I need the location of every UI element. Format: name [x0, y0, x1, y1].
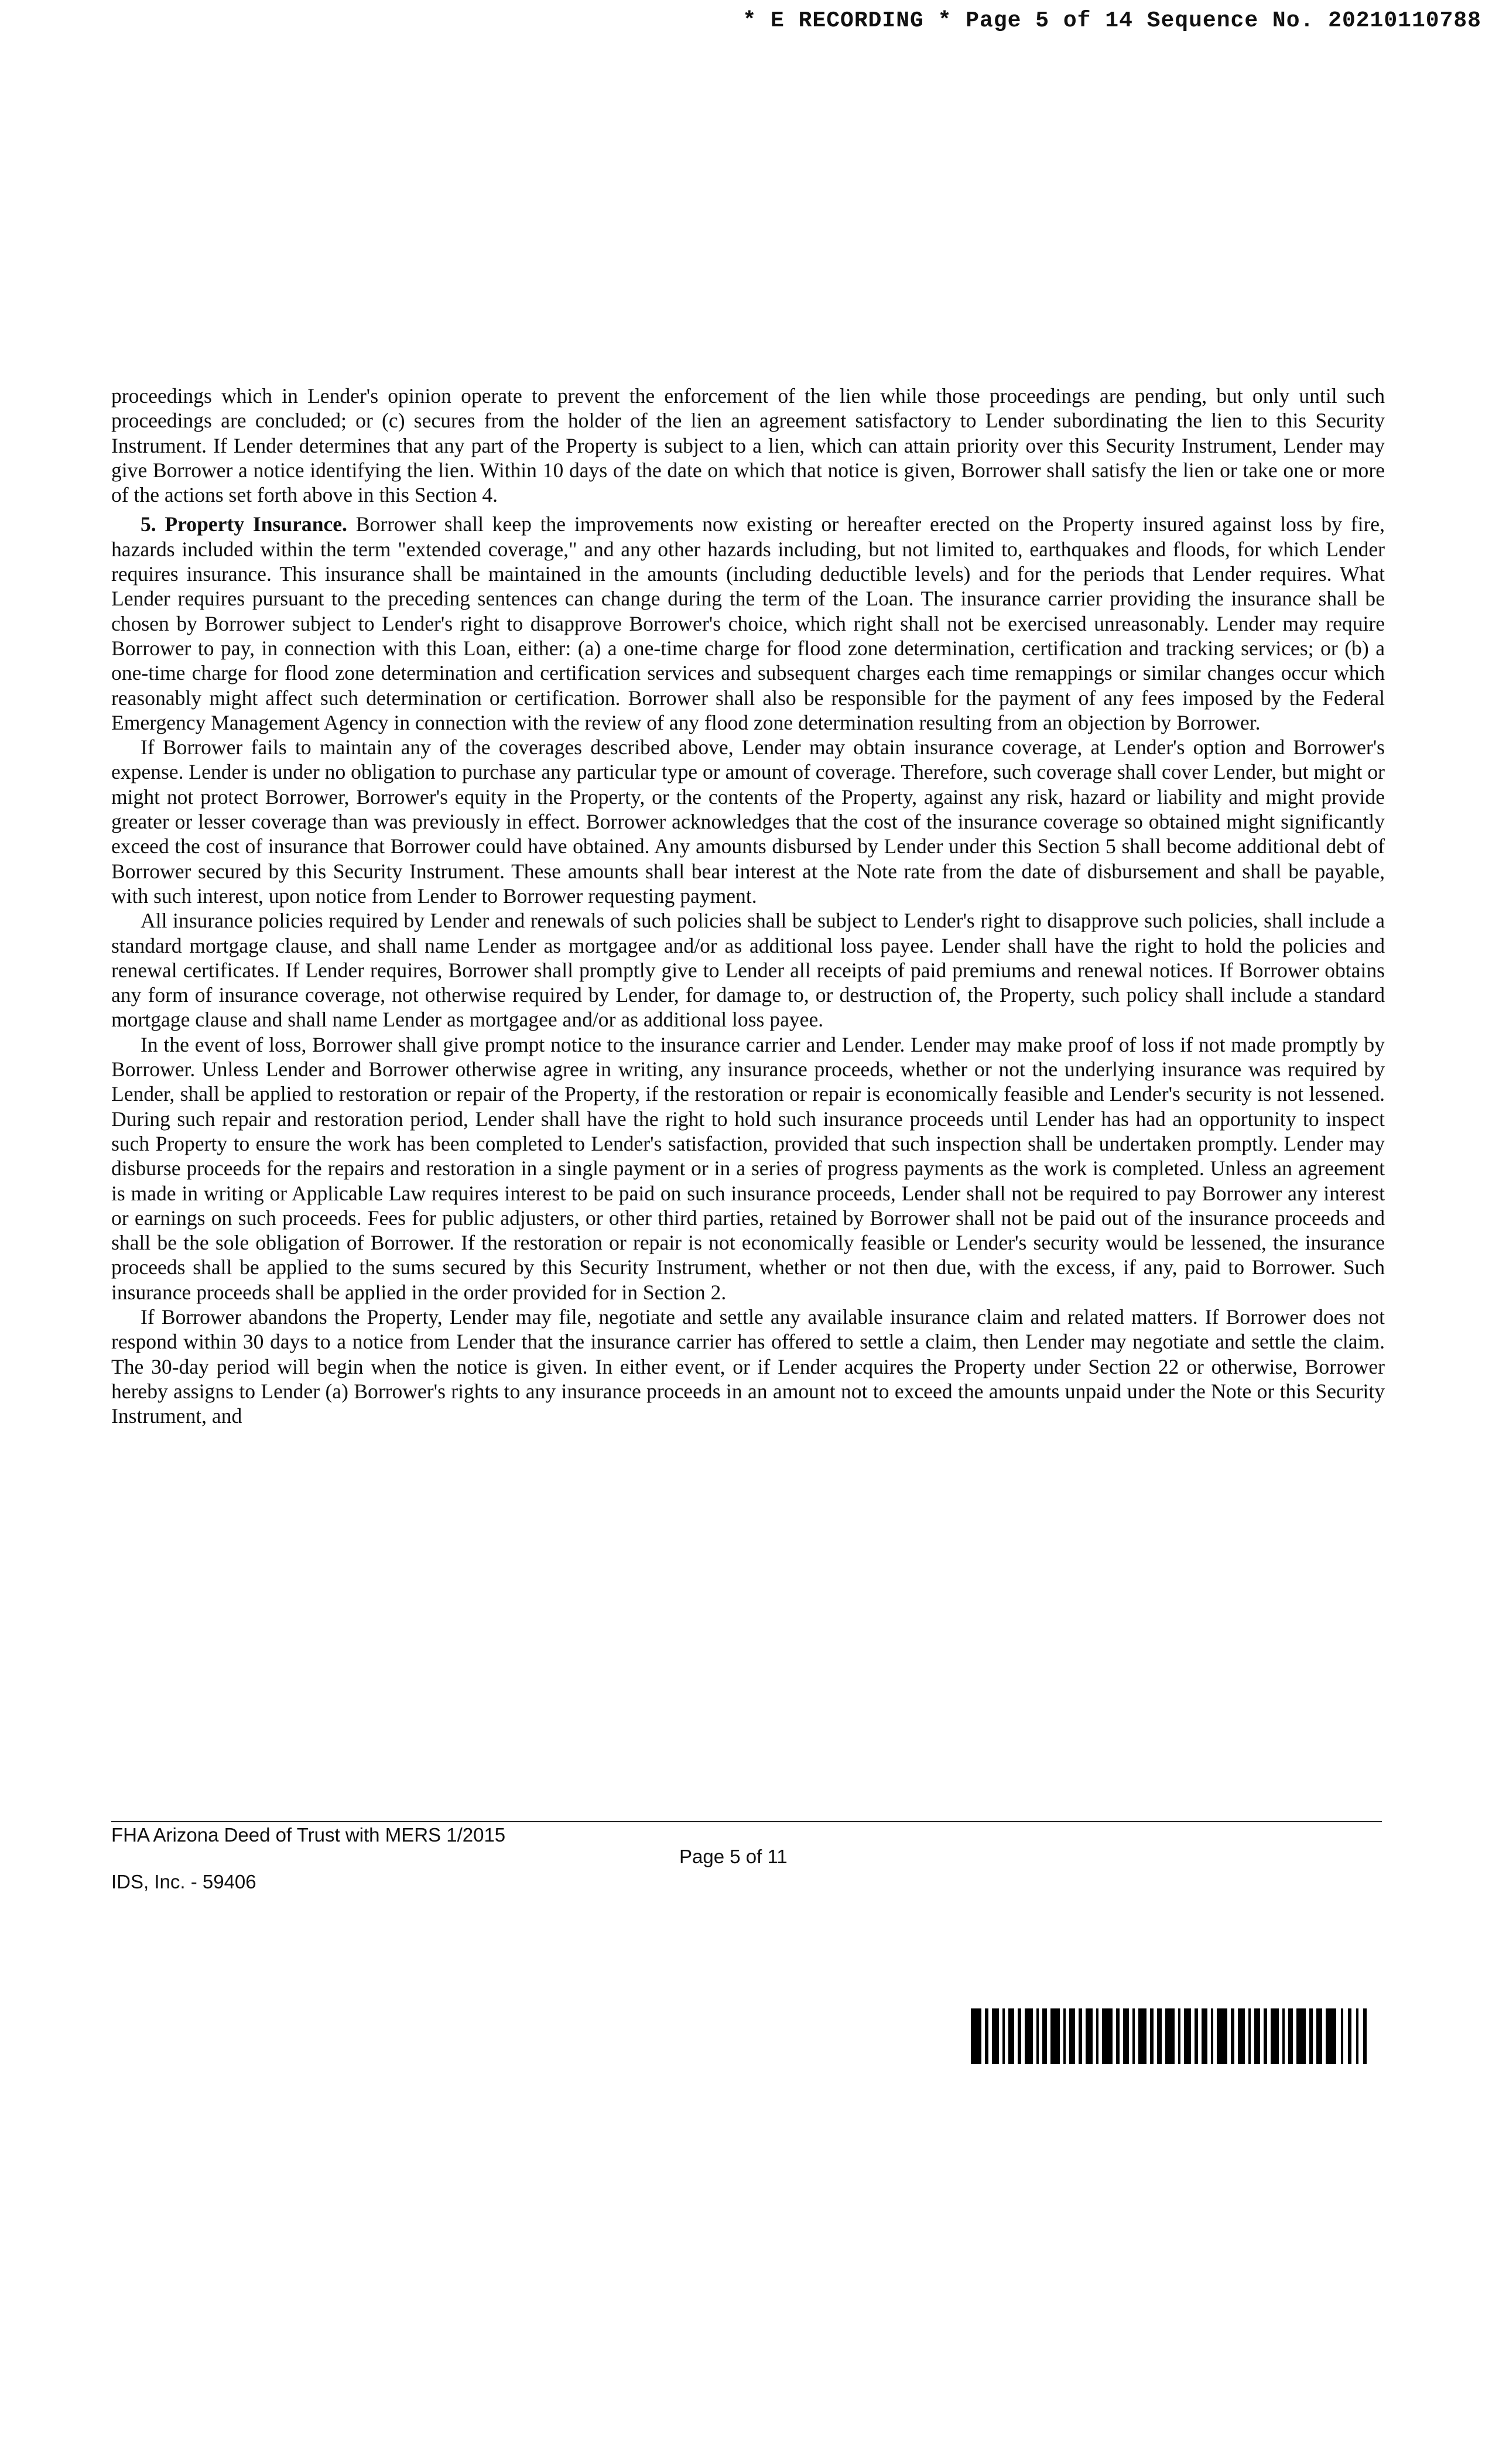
- paragraph-insurance-policies: All insurance policies required by Lender and renewals of such policies shall be subject to Lender's right to disapprove such policies, shall include a standard mortgage clause, and shall name Lender as mortgagee and/or as additional loss payee. Lender shall have the right to hold the policies and renewal certificates. If Lender requires, Borrower shall promptly give to Lender all receipts of paid premiums and renewal notices. If Borrower obtains any form of insurance coverage, not otherwise required by Lender, for damage to, or destruction of, the Property, such policy shall include a standard mortgage clause and shall name Lender as mortgagee and/or as additional loss payee.: [111, 909, 1385, 1032]
- section-5-text: Borrower shall keep the improvements now existing or hereafter erected on the Property insured against loss by fire, hazards included within the term "extended coverage," and any other hazards including, but not limited to, earthquakes and floods, for which Lender requires insurance. This insurance shall be maintained in the amounts (including deductible levels) and for the periods that Lender requires. What Lender requires pursuant to the preceding sentences can change during the term of the Loan. The insurance carrier providing the insurance shall be chosen by Borrower subject to Lender's right to disapprove Borrower's choice, which right shall not be exercised unreasonably. Lender may require Borrower to pay, in connection with this Loan, either: (a) a one-time charge for flood zone determination, certification and tracking services; or (b) a one-time charge for flood zone determination and certification services and subsequent charges each time remappings or similar changes occur which reasonably might affect such determination or certification. Borrower shall also be responsible for the payment of any fees imposed by the Federal Emergency Management Agency in connection with the review of any flood zone determination resulting from an objection by Borrower.: [111, 512, 1385, 734]
- footer-page-number: Page 5 of 11: [679, 1846, 788, 1867]
- paragraph-event-of-loss: In the event of loss, Borrower shall give prompt notice to the insurance carrier and Lender. Lender may make proof of loss if not made promptly by Borrower. Unless Lender and Borrower otherwise agree in writing, any insurance proceeds, whether or not the underlying insurance was required by Lender, shall be applied to restoration or repair of the Property, if the restoration or repair is economically feasible and Lender's security is not lessened. During such repair and restoration period, Lender shall have the right to hold such insurance proceeds until Lender has had an opportunity to inspect such Property to ensure the work has been completed to Lender's satisfaction, provided that such inspection shall be undertaken promptly. Lender may disburse proceeds for the repairs and restoration in a single payment or in a series of progress payments as the work is completed. Unless an agreement is made in writing or Applicable Law requires interest to be paid on such insurance proceeds, Lender shall not be required to pay Borrower any interest or earnings on such proceeds. Fees for public adjusters, or other third parties, retained by Borrower shall not be paid out of the insurance proceeds and shall be the sole obligation of Borrower. If the restoration or repair is not economically feasible or Lender's security would be lessened, the insurance proceeds shall be applied to the sums secured by this Security Instrument, whether or not then due, with the excess, if any, paid to Borrower. Such insurance proceeds shall be applied in the order provided for in Section 2.: [111, 1032, 1385, 1304]
- recording-header: * E RECORDING * Page 5 of 14 Sequence No. 20210110788: [742, 8, 1481, 33]
- paragraph-lender-coverage: If Borrower fails to maintain any of the coverages described above, Lender may obtain insurance coverage, at Lender's option and Borrower's expense. Lender is under no obligation to purchase any particular type or amount of coverage. Therefore, such coverage shall cover Lender, but might or might not protect Borrower, Borrower's equity in the Property, or the contents of the Property, against any risk, hazard or liability and might provide greater or lesser coverage than was previously in effect. Borrower acknowledges that the cost of the insurance coverage so obtained might significantly exceed the cost of insurance that Borrower could have obtained. Any amounts disbursed by Lender under this Section 5 shall become additional debt of Borrower secured by this Security Instrument. These amounts shall bear interest at the Note rate from the date of disbursement and shall be payable, with such interest, upon notice from Lender to Borrower requesting payment.: [111, 735, 1385, 908]
- barcode-icon: [971, 2008, 1369, 2064]
- paragraph-section4-continuation: proceedings which in Lender's opinion operate to prevent the enforcement of the lien while those proceedings are pending, but only until such proceedings are concluded; or (c) secures from the holder of the lien an agreement satisfactory to Lender subordinating the lien to this Security Instrument. If Lender determines that any part of the Property is subject to a lien, which can attain priority over this Security Instrument, Lender may give Borrower a notice identifying the lien. Within 10 days of the date on which that notice is given, Borrower shall satisfy the lien or take one or more of the actions set forth above in this Section 4.: [111, 384, 1385, 507]
- section-5-heading: 5. Property Insurance.: [141, 512, 347, 536]
- paragraph-abandonment: If Borrower abandons the Property, Lender may file, negotiate and settle any available insurance claim and related matters. If Borrower does not respond within 30 days to a notice from Lender that the insurance carrier has offered to settle a claim, then Lender may negotiate and settle the claim. The 30-day period will begin when the notice is given. In either event, or if Lender acquires the Property under Section 22 or otherwise, Borrower hereby assigns to Lender (a) Borrower's rights to any insurance proceeds in an amount not to exceed the amounts unpaid under the Note or this Security Instrument, and: [111, 1305, 1385, 1428]
- footer-form-name: FHA Arizona Deed of Trust with MERS 1/2015: [111, 1824, 506, 1846]
- paragraph-section5: [111, 512, 1385, 735]
- document-body: [111, 384, 1385, 1428]
- footer-form-info: [111, 1823, 505, 1894]
- footer-divider: [111, 1821, 1382, 1822]
- footer-vendor: IDS, Inc. - 59406: [111, 1871, 256, 1893]
